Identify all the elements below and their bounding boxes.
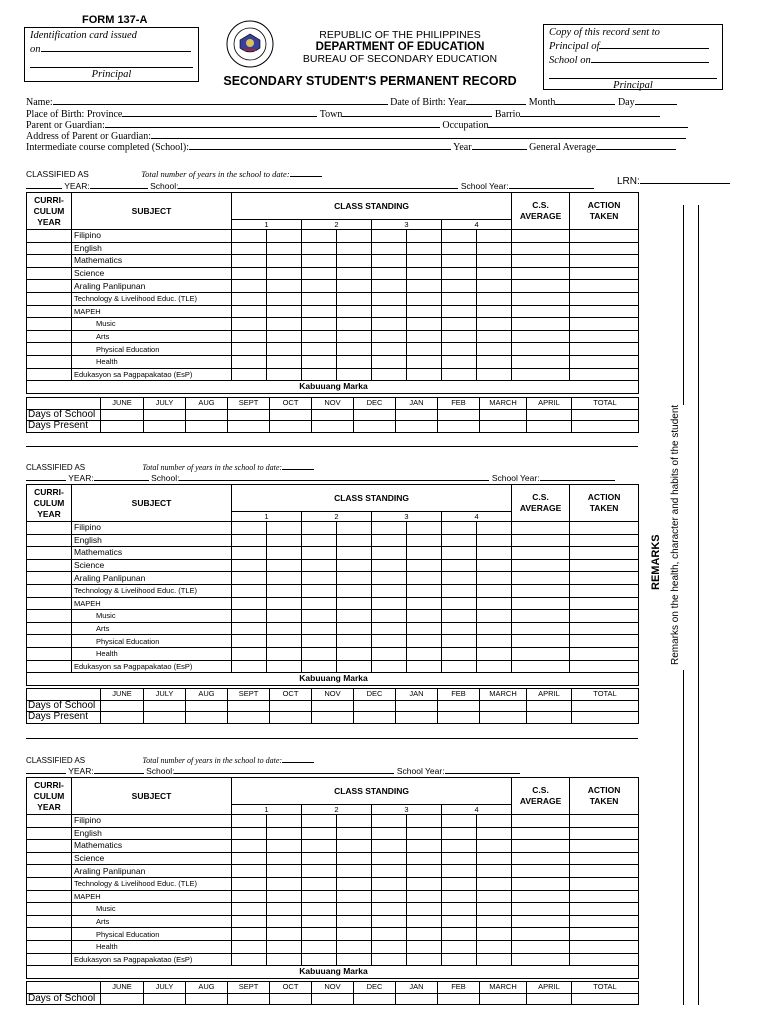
table-row: Health: [27, 940, 639, 953]
classified-field-1[interactable]: [26, 180, 62, 189]
table-row: Arts: [27, 622, 639, 635]
remarks-title: REMARKS: [650, 534, 662, 590]
total-years-field-1[interactable]: [290, 168, 322, 177]
department-heading: DEPARTMENT OF EDUCATION: [315, 41, 485, 53]
id-card-box: [24, 27, 199, 82]
school-field-1[interactable]: [178, 180, 458, 189]
info-row-address: Address of Parent or Guardian:: [26, 129, 686, 142]
name-field[interactable]: [53, 95, 388, 105]
school-year-field-1[interactable]: [509, 180, 594, 189]
kabuuang-row: Kabuuang Marka: [27, 673, 639, 686]
copy-principal-field[interactable]: [599, 39, 709, 49]
school-year-field-3[interactable]: [445, 765, 520, 774]
table-row: Physical Education: [27, 343, 639, 356]
info-row-birth: Place of Birth: Province Town Barrio: [26, 107, 660, 120]
curriculum-year-header: CURRI- CULUM YEAR: [27, 193, 72, 230]
table-row: Mathematics: [27, 840, 639, 853]
class-standing-header: CLASS STANDING: [232, 778, 512, 805]
table-row: Science: [27, 559, 639, 572]
table-row: Edukasyon sa Pagpapakatao (EsP): [27, 953, 639, 966]
action-taken-header: ACTION TAKEN: [570, 193, 639, 230]
table-row: Araling Panlipunan: [27, 280, 639, 293]
cs-average-header: C.S. AVERAGE: [512, 485, 570, 522]
classified-row-1: CLASSIFIED AS Total number of years in the school to date:: [26, 168, 322, 179]
remarks-line-3[interactable]: [683, 670, 684, 1005]
table-row: MAPEH: [27, 890, 639, 903]
grades-table-2: [26, 484, 639, 686]
month-header-row: JUNE JULY AUG SEPT OCT NOV DEC JAN FEB MARCH APRIL TOTAL: [27, 689, 639, 701]
republic-heading: REPUBLIC OF THE PHILIPPINES: [319, 29, 481, 41]
curriculum-year-header: CURRI- CULUM YEAR: [27, 485, 72, 522]
school-field-3[interactable]: [174, 765, 394, 774]
total-years-field-3[interactable]: [282, 754, 314, 763]
classified-field-2[interactable]: [26, 472, 66, 481]
dob-day-field[interactable]: [635, 95, 677, 105]
quarter-2: 2: [302, 512, 372, 522]
id-card-label: Identification card issued: [30, 30, 137, 41]
province-field[interactable]: [122, 107, 317, 117]
table-row: Music: [27, 610, 639, 623]
lrn-field[interactable]: [640, 175, 730, 184]
barrio-field[interactable]: [520, 107, 660, 117]
quarter-2: 2: [302, 220, 372, 230]
days-of-school-row: Days of School: [27, 993, 639, 1005]
table-row: Technology & Livelihood Educ. (TLE): [27, 877, 639, 890]
remarks-line-1[interactable]: [683, 205, 684, 405]
grades-table-1: [26, 192, 639, 394]
quarter-1: 1: [232, 220, 302, 230]
quarter-4: 4: [442, 805, 512, 815]
attendance-table-2: [26, 688, 639, 724]
section-divider-1: [26, 446, 638, 447]
school-year-field-2[interactable]: [540, 472, 615, 481]
table-row: English: [27, 827, 639, 840]
year-school-row-2: YEAR: School: School Year:: [26, 472, 615, 483]
table-row: Music: [27, 318, 639, 331]
copy-line-2: Principal of: [549, 39, 717, 53]
table-row: Filipino: [27, 230, 639, 243]
copy-rule: [549, 67, 717, 79]
quarter-3: 3: [372, 220, 442, 230]
action-taken-header: ACTION TAKEN: [570, 778, 639, 815]
remarks-subtitle: Remarks on the health, character and habits of the student: [670, 404, 681, 665]
address-field[interactable]: [151, 129, 686, 139]
quarter-3: 3: [372, 805, 442, 815]
classified-row-2: CLASSIFIED AS Total number of years in the school to date:: [26, 461, 314, 472]
cs-average-header: C.S. AVERAGE: [512, 193, 570, 230]
days-present-row: Days Present: [27, 712, 639, 724]
month-header-row: JUNE JULY AUG SEPT OCT NOV DEC JAN FEB MARCH APRIL TOTAL: [27, 982, 639, 994]
section-divider-2: [26, 738, 638, 739]
intermediate-field[interactable]: [189, 140, 451, 150]
copy-line-3: School on: [549, 53, 717, 67]
quarter-4: 4: [442, 220, 512, 230]
table-row: Health: [27, 647, 639, 660]
classified-row-3: CLASSIFIED AS Total number of years in the school to date:: [26, 754, 314, 765]
copy-line-1: Copy of this record sent to: [549, 27, 660, 38]
table-row: Araling Panlipunan: [27, 865, 639, 878]
action-taken-header: ACTION TAKEN: [570, 485, 639, 522]
copy-principal-label: Principal: [613, 80, 653, 91]
copy-school-field[interactable]: [591, 53, 709, 63]
id-on-field[interactable]: [41, 42, 191, 52]
table-row: Araling Panlipunan: [27, 572, 639, 585]
class-standing-header: CLASS STANDING: [232, 193, 512, 220]
table-row: Science: [27, 852, 639, 865]
year-field-3[interactable]: [94, 765, 144, 774]
dob-year-field[interactable]: [466, 95, 526, 105]
table-row: Music: [27, 903, 639, 916]
intermediate-year-field[interactable]: [472, 140, 527, 150]
cs-average-header: C.S. AVERAGE: [512, 778, 570, 815]
copy-sent-box: [543, 24, 723, 90]
table-row: Arts: [27, 915, 639, 928]
subject-header: SUBJECT: [72, 778, 232, 815]
quarter-3: 3: [372, 512, 442, 522]
table-row: Edukasyon sa Pagpapakatao (EsP): [27, 660, 639, 673]
days-of-school-row: Days of School: [27, 409, 639, 421]
kabuuang-row: Kabuuang Marka: [27, 966, 639, 979]
total-years-field-2[interactable]: [282, 461, 314, 470]
table-row: English: [27, 242, 639, 255]
subject-header: SUBJECT: [72, 485, 232, 522]
attendance-table-1: [26, 397, 639, 433]
table-row: MAPEH: [27, 305, 639, 318]
year-field-1[interactable]: [90, 180, 148, 189]
classified-field-3[interactable]: [26, 765, 66, 774]
table-row: Physical Education: [27, 928, 639, 941]
general-average-field[interactable]: [596, 140, 676, 150]
dob-month-field[interactable]: [555, 95, 615, 105]
table-row: MAPEH: [27, 597, 639, 610]
occupation-field[interactable]: [488, 118, 688, 128]
table-row: English: [27, 534, 639, 547]
table-row: Filipino: [27, 522, 639, 535]
town-field[interactable]: [342, 107, 492, 117]
table-row: Technology & Livelihood Educ. (TLE): [27, 292, 639, 305]
table-row: Physical Education: [27, 635, 639, 648]
year-school-row-1: YEAR: School: School Year:: [26, 180, 594, 191]
quarter-2: 2: [302, 805, 372, 815]
class-standing-header: CLASS STANDING: [232, 485, 512, 512]
info-row-parent: Parent or Guardian: Occupation: [26, 118, 688, 131]
month-header-row: JUNE JULY AUG SEPT OCT NOV DEC JAN FEB MARCH APRIL TOTAL: [27, 398, 639, 410]
days-of-school-row: Days of School: [27, 700, 639, 712]
quarter-1: 1: [232, 805, 302, 815]
table-row: Science: [27, 267, 639, 280]
id-principal-label: Principal: [91, 69, 132, 80]
table-row: Mathematics: [27, 547, 639, 560]
school-field-2[interactable]: [179, 472, 489, 481]
quarter-4: 4: [442, 512, 512, 522]
year-school-row-3: YEAR: School: School Year:: [26, 765, 520, 776]
lrn-row: LRN:: [617, 175, 730, 187]
id-on-row: on: [30, 42, 193, 56]
table-row: Arts: [27, 330, 639, 343]
curriculum-year-header: CURRI- CULUM YEAR: [27, 778, 72, 815]
bureau-heading: BUREAU OF SECONDARY EDUCATION: [302, 53, 498, 65]
form-number: FORM 137-A: [82, 14, 148, 26]
remarks-line-2[interactable]: [698, 205, 699, 1005]
table-row: Edukasyon sa Pagpapakatao (EsP): [27, 368, 639, 381]
parent-field[interactable]: [105, 118, 440, 128]
grades-table-3: [26, 777, 639, 979]
page-title: SECONDARY STUDENT'S PERMANENT RECORD: [223, 74, 517, 88]
id-rule: [30, 56, 193, 68]
table-row: Filipino: [27, 815, 639, 828]
attendance-table-3: [26, 981, 639, 1005]
info-row-intermediate: Intermediate course completed (School): Year General Average: [26, 140, 676, 153]
table-row: Technology & Livelihood Educ. (TLE): [27, 584, 639, 597]
subject-header: SUBJECT: [72, 193, 232, 230]
year-field-2[interactable]: [94, 472, 149, 481]
info-row-name: Name: Date of Birth: Year Month Day: [26, 95, 677, 108]
days-present-row: Days Present: [27, 421, 639, 433]
quarter-1: 1: [232, 512, 302, 522]
kabuuang-row: Kabuuang Marka: [27, 381, 639, 394]
table-row: Mathematics: [27, 255, 639, 268]
table-row: Health: [27, 355, 639, 368]
